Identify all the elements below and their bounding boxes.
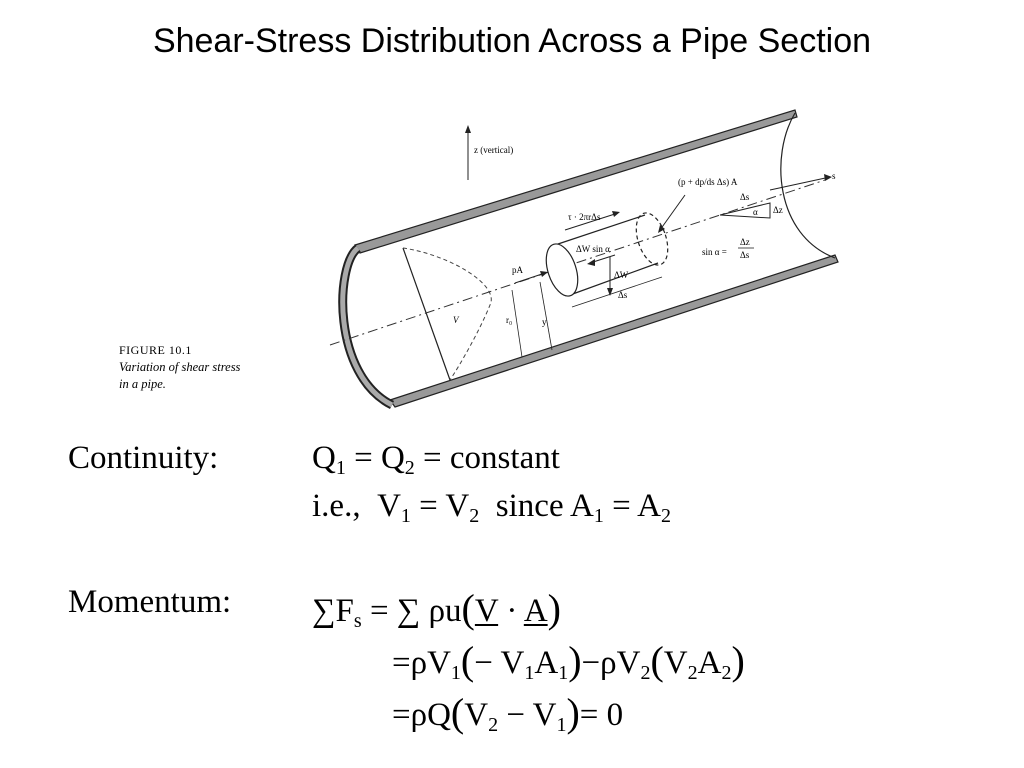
downstream-pressure-label: (p + dp/ds Δs) A <box>678 177 738 187</box>
continuity-equation-1: $Q_1 = Q_2$ = constant <box>312 440 560 479</box>
element-length-label: Δs <box>618 290 628 300</box>
momentum-label: Momentum: <box>68 584 232 620</box>
triangle-ds-label: Δs <box>740 192 750 202</box>
momentum-equation-3: $=\rho Q(V_2 - V_1)= 0$ <box>392 690 624 736</box>
s-axis-arrow <box>824 174 832 181</box>
weight-component-label: ΔW sin α <box>576 244 610 254</box>
centerline <box>330 180 825 345</box>
figure-caption <box>119 342 240 393</box>
radius-label: r₀ <box>506 315 513 325</box>
sin-denominator: Δs <box>740 250 750 260</box>
sin-alpha-label: sin α = <box>702 247 727 257</box>
section-line <box>403 248 450 380</box>
z-axis-label: z (vertical) <box>474 145 514 155</box>
pa-label: pA <box>512 265 523 275</box>
y-label: y <box>542 317 547 327</box>
z-axis-arrow <box>465 125 471 133</box>
pipe-diagram <box>300 95 860 415</box>
figure-number: FIGURE 10.1 <box>119 343 192 357</box>
triangle-dz-label: Δz <box>773 205 783 215</box>
slope-triangle <box>720 203 770 218</box>
figure-caption-line1: Variation of shear stress <box>119 360 241 374</box>
weight-label: ΔW <box>614 270 629 280</box>
continuity-equation-2: i.e., $V_1 = V_2$ since $A_1 = A_2$ <box>312 488 671 527</box>
slide-title: Shear-Stress Distribution Across a Pipe Section <box>152 22 872 60</box>
velocity-profile <box>403 248 491 380</box>
momentum-equation-2: $=\rho V_1(- V_1A_1)-\rho V_2(V_2A_2)$ <box>392 638 745 684</box>
velocity-label: V <box>453 315 459 325</box>
figure-caption-line2: in a pipe. <box>119 377 166 391</box>
momentum-equation-1: $\sum F_s$ = ∑ ρu(V · A) <box>312 586 561 632</box>
sin-numerator: Δz <box>740 237 750 247</box>
shear-force-label: τ · 2πrΔs <box>568 212 601 222</box>
s-axis-label: s <box>832 171 836 181</box>
continuity-label: Continuity: <box>68 440 219 476</box>
alpha-label: α <box>753 207 758 217</box>
